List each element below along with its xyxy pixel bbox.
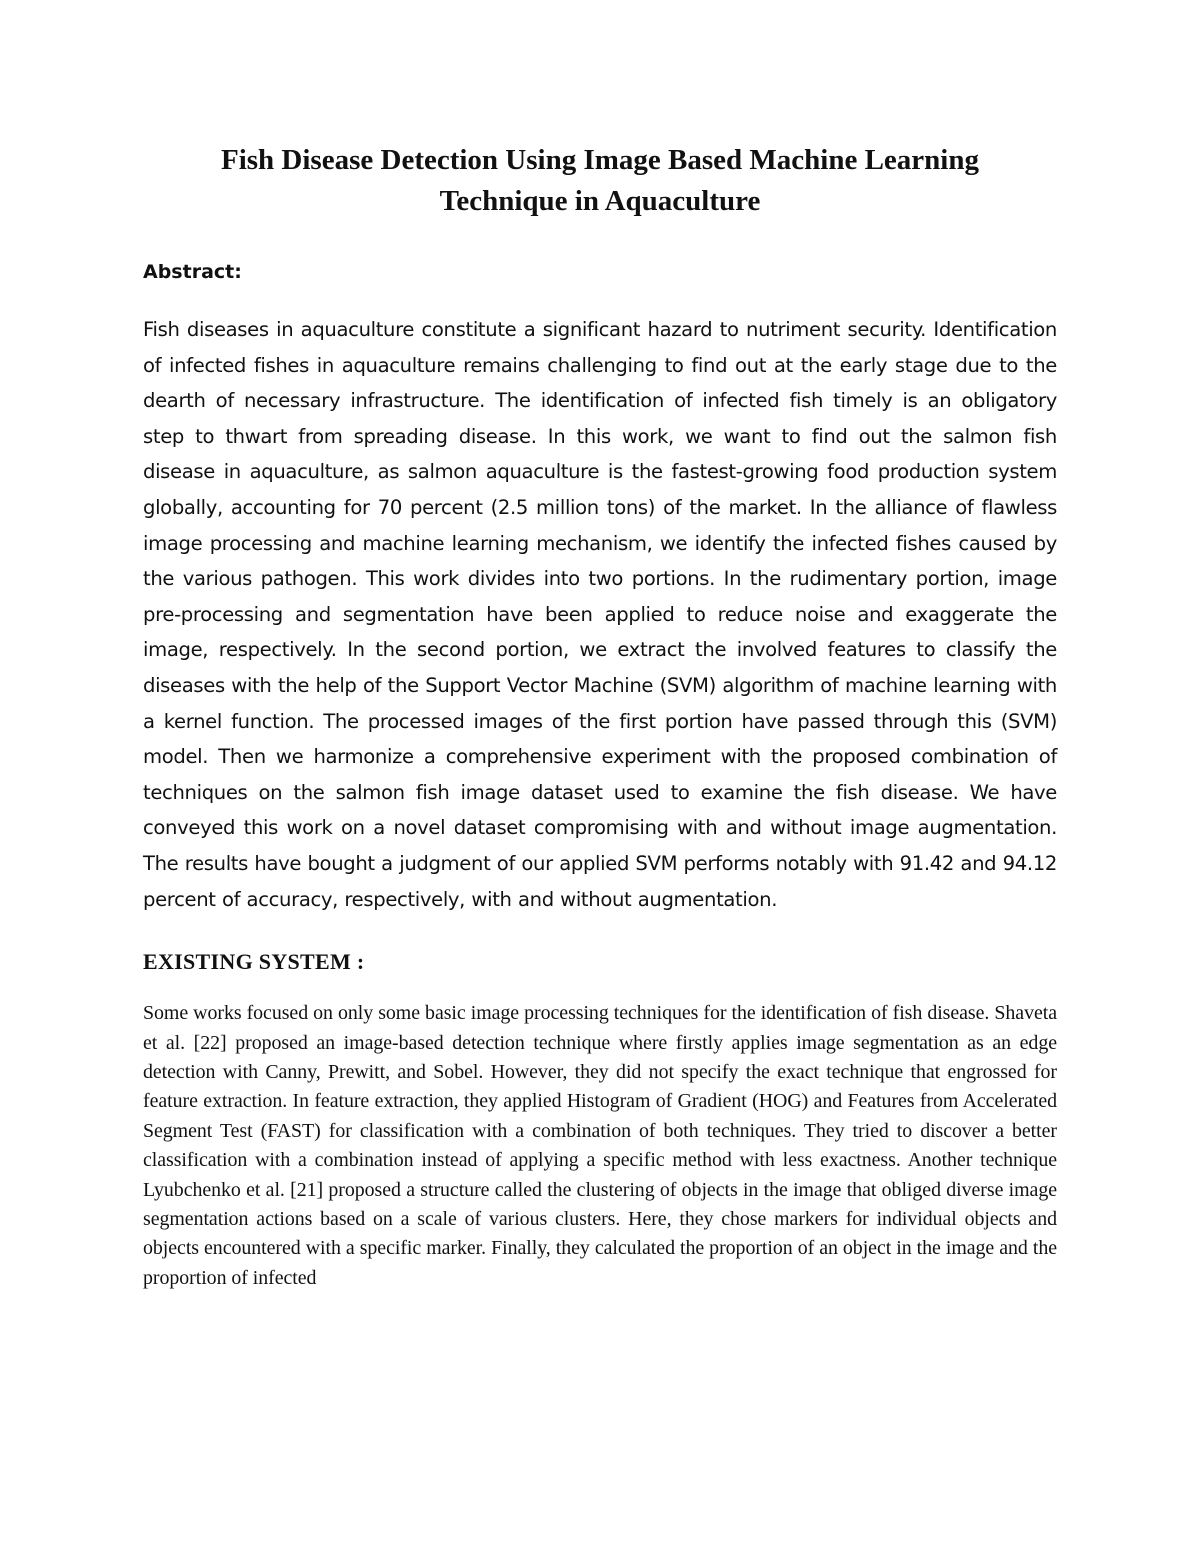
existing-system-paragraph: Some works focused on only some basic image processing techniques for the identification of fish disease. Shaveta et al. [22] proposed an image-based detection technique where firstly applies image segmentation as an edge detection with Canny, Prewitt, and Sobel. However, they did not specify the exact technique that engrossed for feature extraction. In feature extraction, they applied Histogram of Gradient (HOG) and Features from Accelerated Segment Test (FAST) for classification with a combination of both techniques. They tried to discover a better classification with a combination instead of applying a specific method with less exactness. Another technique Lyubchenko et al. [21] proposed a structure called the clustering of objects in the image that obliged diverse image segmentation actions based on a scale of various clusters. Here, they chose markers for individual objects and objects encountered with a specific marker. Finally, they calculated the proportion of an object in the image and the proportion of infected [143, 1002, 1057, 1289]
paper-title: Fish Disease Detection Using Image Based Machine Learning Technique in Aquaculture [221, 144, 979, 217]
abstract-paragraph: Fish diseases in aquaculture constitute a significant hazard to nutriment security. Identification of infected fishes in aquaculture remains challenging to find out at the early stage due to the dearth of necessary infrastructure. The identification of infected fish timely is an obligatory step to thwart from spreading disease. In this work, we want to find out the salmon fish disease in aquaculture, as salmon aquaculture is the fastest-growing food production system globally, accounting for 70 percent (2.5 million tons) of the market. In the alliance of flawless image processing and machine learning mechanism, we identify the infected fishes caused by the various pathogen. This work divides into two portions. In the rudimentary portion, image pre-processing and segmentation have been applied to reduce noise and exaggerate the image, respectively. In the second portion, we extract the involved features to classify the diseases with the help of the Support Vector Machine (SVM) algorithm of machine learning with a kernel function. The processed images of the first portion have passed through this (SVM) model. Then we harmonize a comprehensive experiment with the proposed combination of techniques on the salmon fish image dataset used to examine the fish disease. We have conveyed this work on a novel dataset compromising with and without image augmentation. The results have bought a judgment of our applied SVM performs notably with 91.42 and 94.12 percent of accuracy, respectively, with and without augmentation. [143, 318, 1057, 911]
existing-system-heading: EXISTING SYSTEM : [143, 949, 365, 975]
abstract-heading: Abstract: [143, 261, 242, 283]
